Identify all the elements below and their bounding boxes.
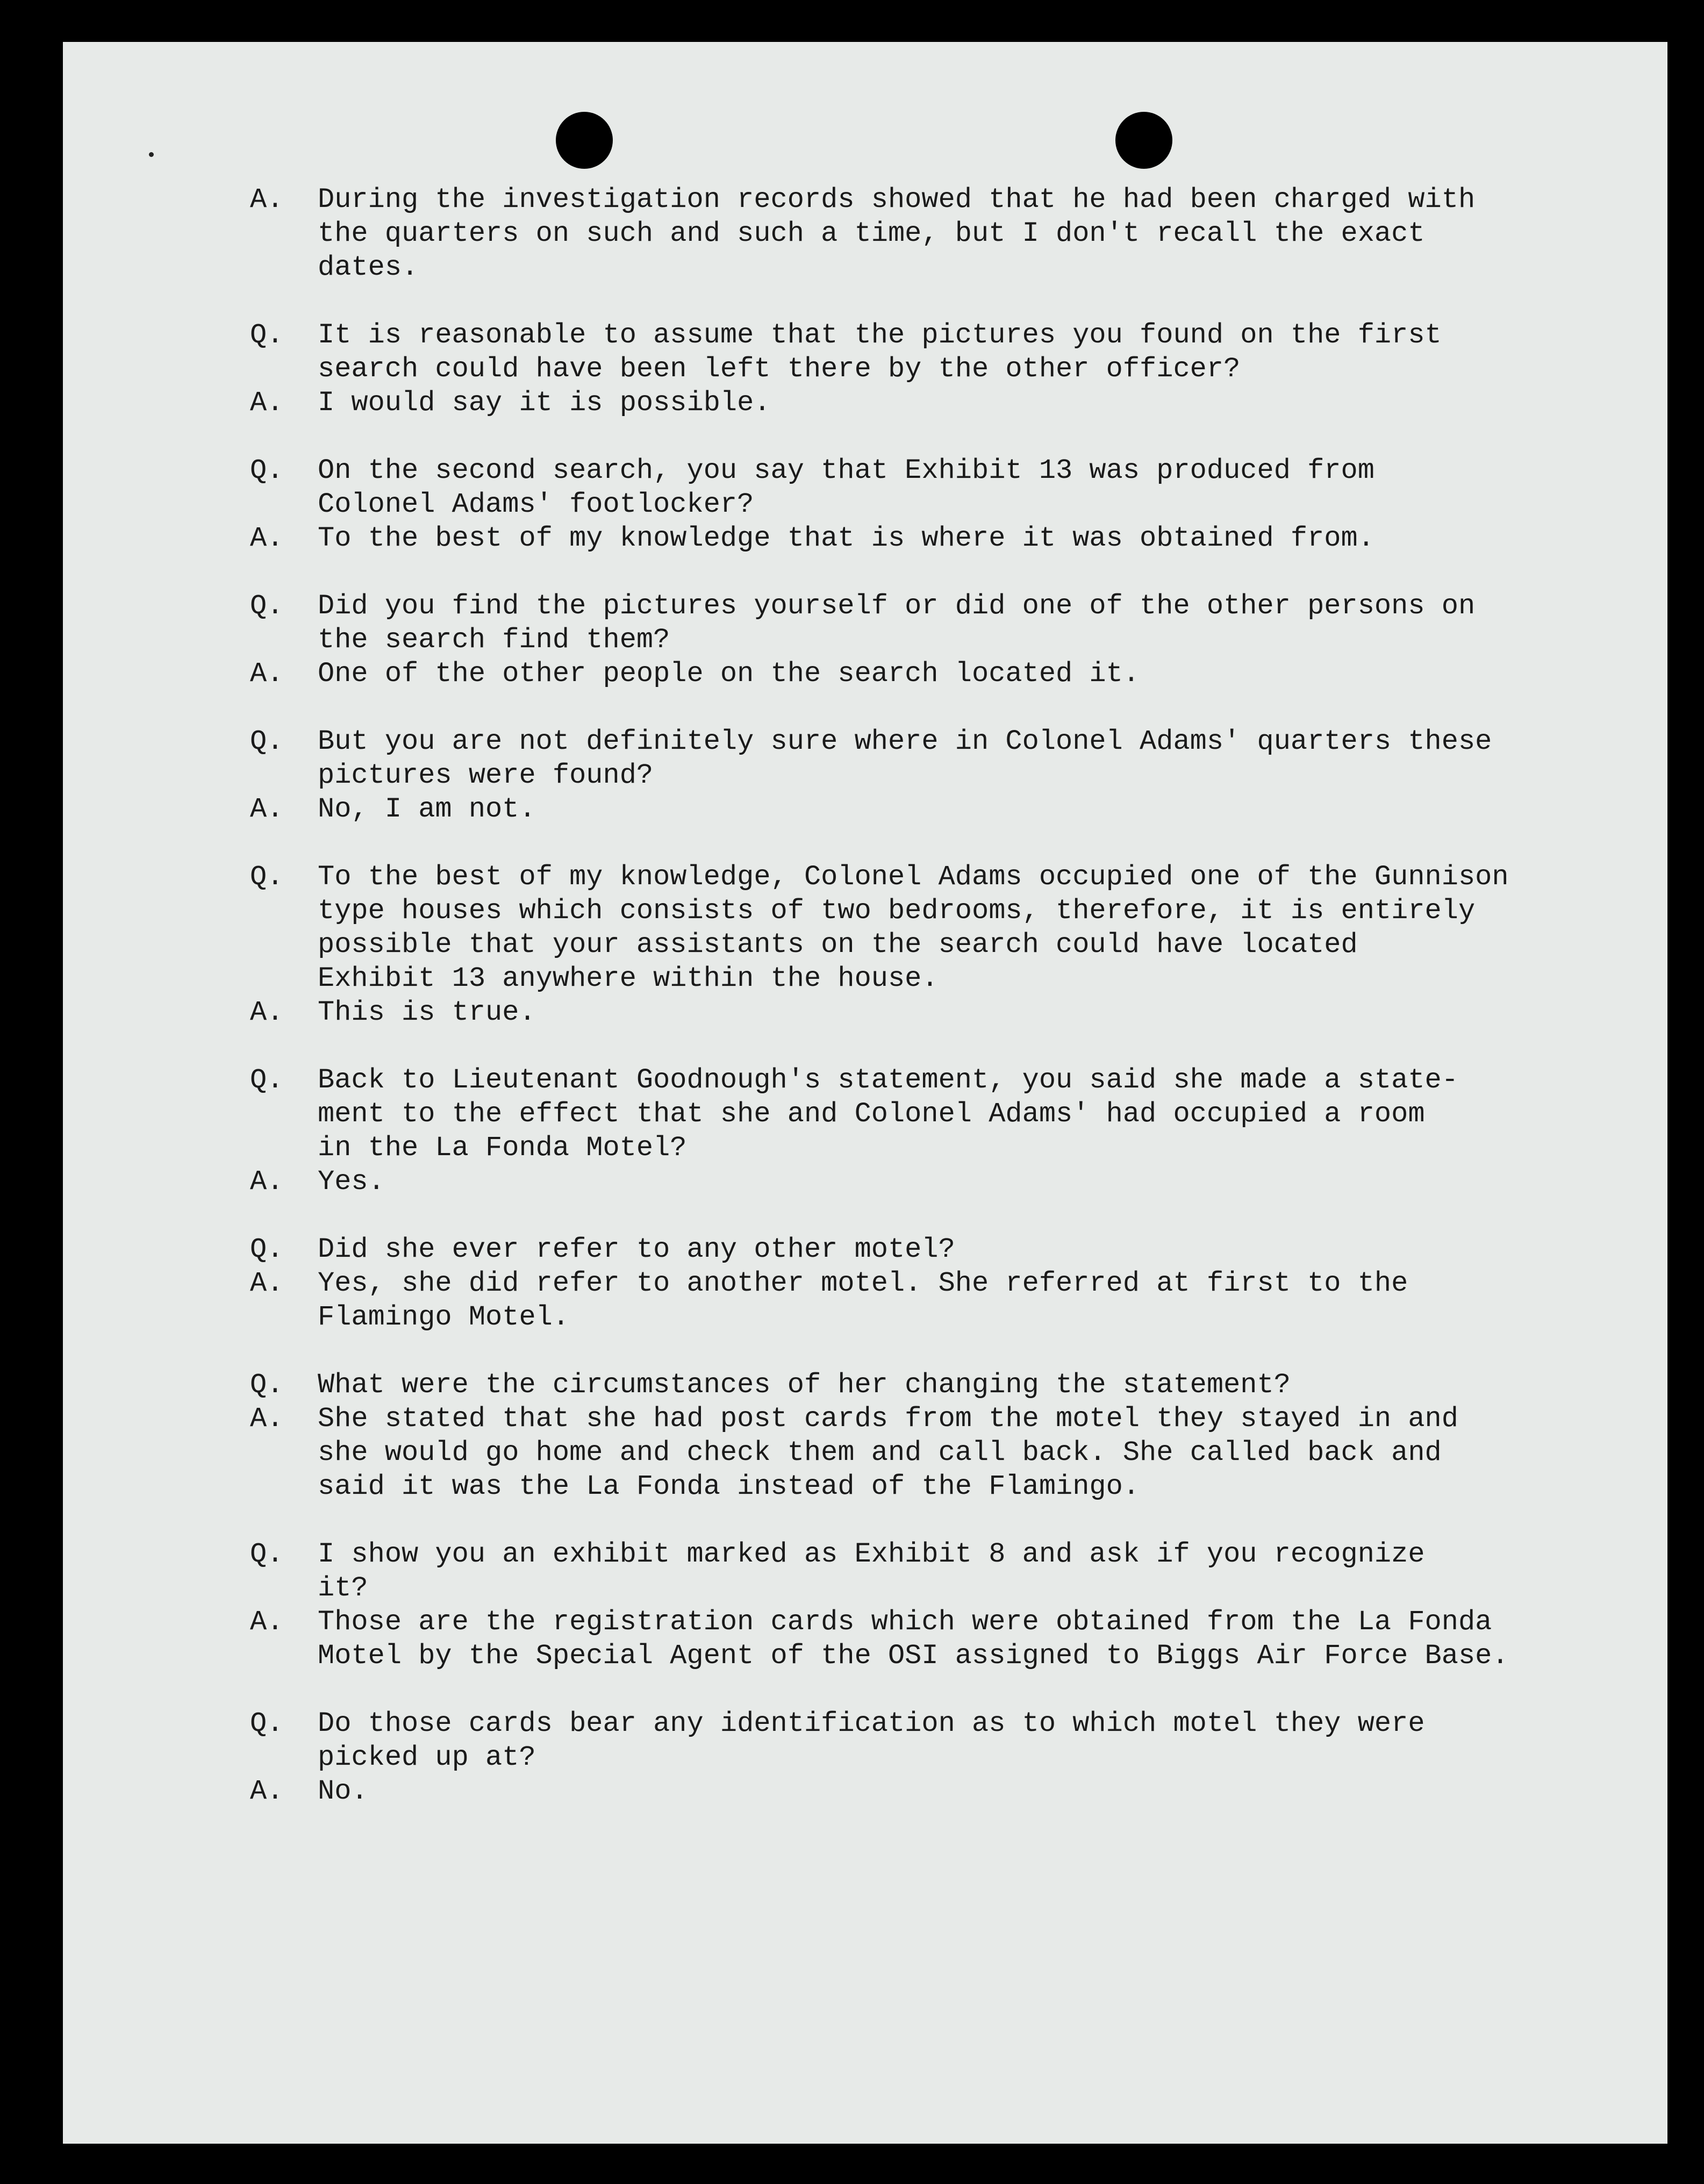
question-entry [250, 1537, 1605, 1605]
question-label: Q. [250, 590, 284, 622]
answer-label: A. [250, 1775, 284, 1807]
answer-text: One of the other people on the search located it. [318, 658, 1140, 690]
qa-block [250, 1063, 1605, 1199]
transcript-body [250, 183, 1605, 1842]
answer-entry [250, 521, 1605, 555]
punch-hole-left [556, 112, 613, 169]
question-label: Q. [250, 861, 284, 893]
question-entry [250, 860, 1605, 996]
question-entry [250, 318, 1605, 386]
question-text: But you are not definitely sure where in Colonel Adams' quarters these pictures were found? [318, 726, 1492, 791]
question-label: Q. [250, 1538, 284, 1570]
question-text: I show you an exhibit marked as Exhibit 8 and ask if you recognize it? [318, 1538, 1425, 1604]
answer-text: To the best of my knowledge that is where it was obtained from. [318, 522, 1374, 554]
answer-label: A. [250, 1268, 284, 1299]
question-text: On the second search, you say that Exhibit 13 was produced from Colonel Adams' footlocker? [318, 455, 1374, 520]
question-entry [250, 589, 1605, 657]
answer-entry [250, 996, 1605, 1029]
qa-block [250, 860, 1605, 1029]
question-label: Q. [250, 319, 284, 351]
qa-block [250, 725, 1605, 826]
answer-label: A. [250, 793, 284, 825]
qa-block [250, 183, 1605, 284]
question-label: Q. [250, 1064, 284, 1096]
question-label: Q. [250, 455, 284, 486]
answer-label: A. [250, 997, 284, 1028]
answer-text: She stated that she had post cards from the motel they stayed in and she would go home and check them and call back. She called back and said it was the La Fonda instead of the Flamingo. [318, 1403, 1458, 1502]
answer-label: A. [250, 1403, 284, 1435]
answer-label: A. [250, 1166, 284, 1198]
question-text: What were the circumstances of her changing the statement? [318, 1369, 1291, 1401]
answer-text: Those are the registration cards which were obtained from the La Fonda Motel by the Special Agent of the OSI assigned to Biggs Air Force Base. [318, 1606, 1509, 1672]
answer-entry [250, 1774, 1605, 1808]
answer-entry [250, 792, 1605, 826]
question-text: It is reasonable to assume that the pictures you found on the first search could have been left there by the other officer? [318, 319, 1442, 385]
answer-label: A. [250, 184, 284, 216]
answer-text: This is true. [318, 997, 536, 1028]
answer-text: I would say it is possible. [318, 387, 771, 419]
question-label: Q. [250, 1708, 284, 1739]
qa-block [250, 454, 1605, 555]
qa-block [250, 318, 1605, 420]
answer-entry [250, 1402, 1605, 1503]
answer-label: A. [250, 387, 284, 419]
qa-block [250, 1368, 1605, 1503]
answer-label: A. [250, 658, 284, 690]
question-text: To the best of my knowledge, Colonel Adams occupied one of the Gunnison type houses which consists of two bedrooms, therefore, it is entirely possible that your assistants on the search could have located Exhibit 13 anywhere within the house. [318, 861, 1509, 994]
question-text: Do those cards bear any identification as to which motel they were picked up at? [318, 1708, 1425, 1773]
answer-entry [250, 1165, 1605, 1199]
answer-entry [250, 183, 1605, 284]
question-entry [250, 1368, 1605, 1402]
question-entry [250, 725, 1605, 792]
answer-text: Yes, she did refer to another motel. She referred at first to the Flamingo Motel. [318, 1268, 1408, 1333]
question-entry [250, 1233, 1605, 1266]
answer-label: A. [250, 1606, 284, 1638]
answer-text: Yes. [318, 1166, 385, 1198]
question-label: Q. [250, 726, 284, 757]
question-entry [250, 1063, 1605, 1165]
question-text: Did you find the pictures yourself or did one of the other persons on the search find them? [318, 590, 1476, 656]
question-entry [250, 454, 1605, 521]
punch-hole-right [1115, 112, 1172, 169]
qa-block [250, 1707, 1605, 1808]
answer-entry [250, 1266, 1605, 1334]
question-label: Q. [250, 1369, 284, 1401]
answer-label: A. [250, 522, 284, 554]
question-text: Did she ever refer to any other motel? [318, 1234, 955, 1265]
answer-entry [250, 657, 1605, 691]
question-text: Back to Lieutenant Goodnough's statement, you said she made a state- ment to the effect that she and Colonel Adams' had occupied a room in the La Fonda Motel? [318, 1064, 1458, 1164]
question-label: Q. [250, 1234, 284, 1265]
answer-entry [250, 1605, 1605, 1673]
qa-block [250, 1537, 1605, 1673]
answer-text: No. [318, 1775, 368, 1807]
qa-block [250, 1233, 1605, 1334]
qa-block [250, 589, 1605, 691]
question-entry [250, 1707, 1605, 1774]
answer-entry [250, 386, 1605, 420]
answer-text: During the investigation records showed that he had been charged with the quarters on such and such a time, but I don't recall the exact dates. [318, 184, 1476, 283]
paper-speck [149, 152, 154, 157]
answer-text: No, I am not. [318, 793, 536, 825]
